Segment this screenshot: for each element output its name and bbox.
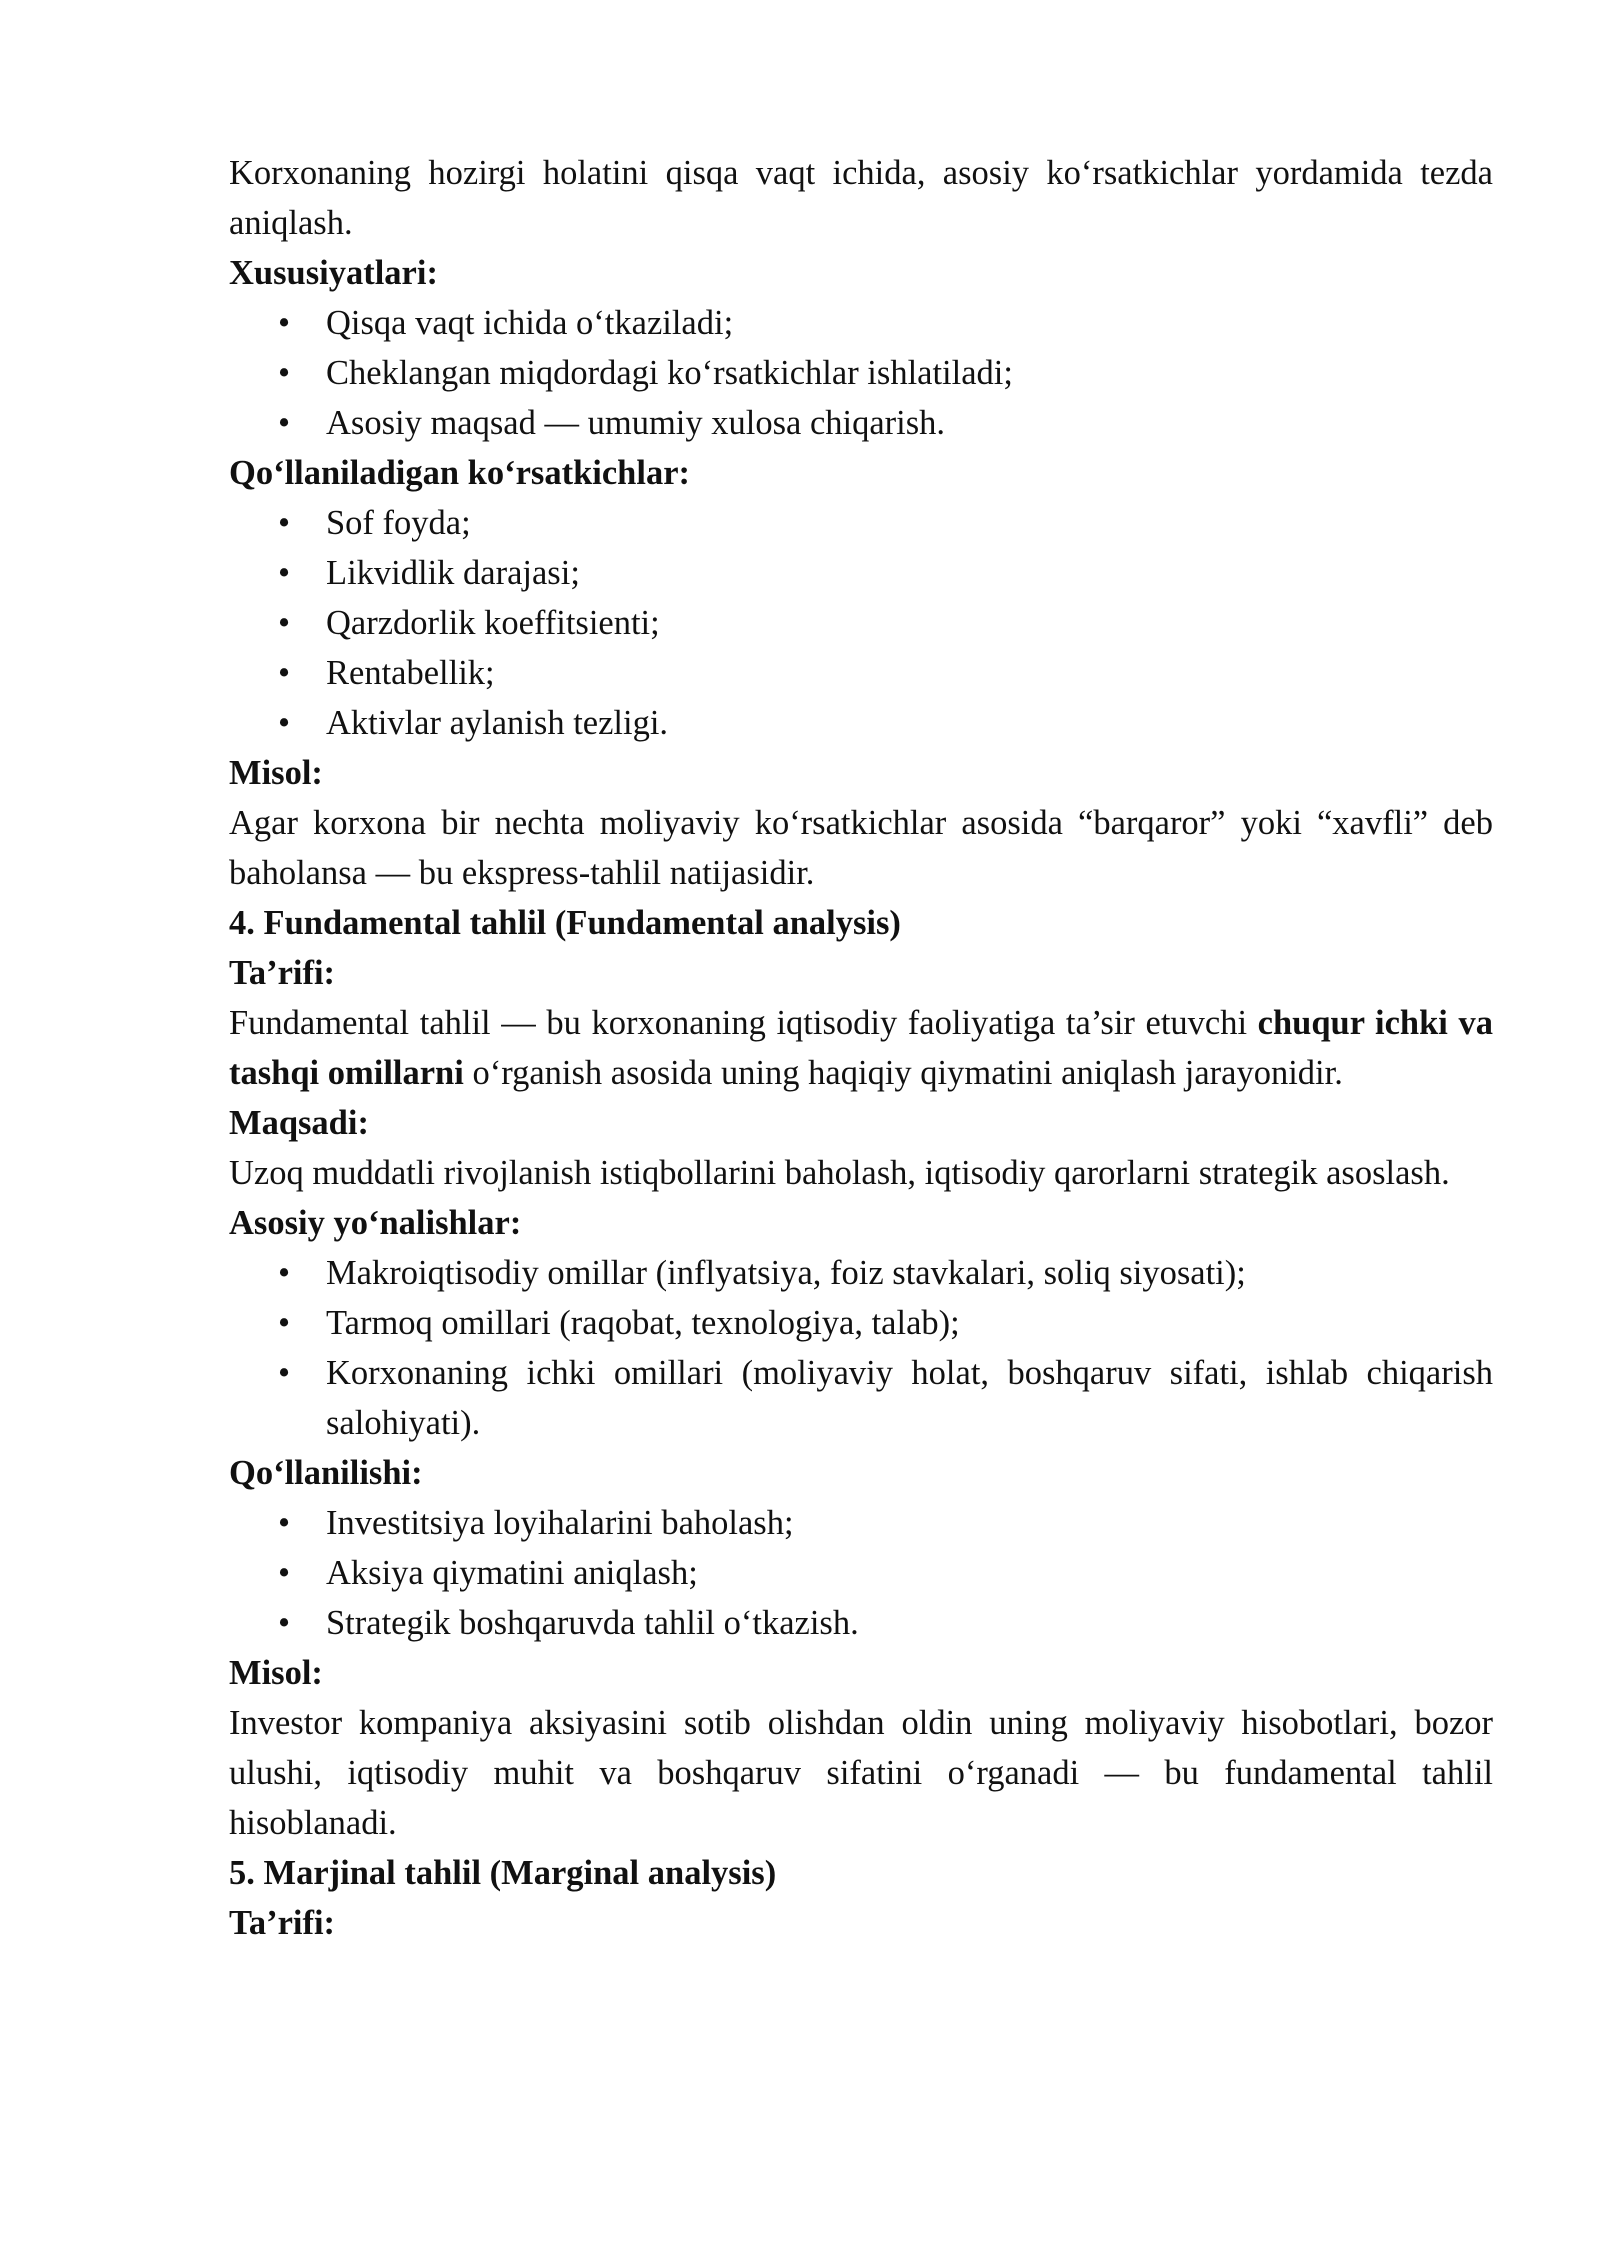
directions-list xyxy=(229,1248,1493,1448)
list-item: • Aksiya qiymatini aniqlash; xyxy=(326,1548,1493,1598)
express-example-heading: Misol: xyxy=(229,754,323,792)
list-item: • Sof foyda; xyxy=(326,498,1493,548)
purpose-paragraph: Uzoq muddatli rivojlanish istiqbollarini baholash, iqtisodiy qarorlarni strategik asoslash. xyxy=(229,1154,1450,1192)
list-item: • Qarzdorlik koeffitsienti; xyxy=(326,598,1493,648)
definition-text-end: o‘rganish asosida uning haqiqiy qiymatini aniqlash jarayonidir. xyxy=(463,1054,1343,1092)
directions-heading: Asosiy yo‘nalishlar: xyxy=(229,1204,522,1242)
marginal-section-title: 5. Marjinal tahlil (Marginal analysis) xyxy=(229,1854,777,1892)
list-item: • Strategik boshqaruvda tahlil o‘tkazish. xyxy=(326,1598,1493,1648)
list-item: • Asosiy maqsad — umumiy xulosa chiqarish. xyxy=(326,398,1493,448)
list-item: • Makroiqtisodiy omillar (inflyatsiya, foiz stavkalari, soliq siyosati); xyxy=(326,1248,1493,1298)
features-list xyxy=(229,298,1493,448)
list-item: • Korxonaning ichki omillari (moliyaviy holat, boshqaruv sifati, ishlab chiqarish salohiyati). xyxy=(326,1348,1493,1448)
list-item: • Rentabellik; xyxy=(326,648,1493,698)
definition-text-start: Fundamental tahlil — bu korxonaning iqtisodiy faoliyatiga ta’sir etuvchi xyxy=(229,1004,1258,1042)
marginal-definition-heading: Ta’rifi: xyxy=(229,1904,336,1942)
indicators-list xyxy=(229,498,1493,748)
fundamental-definition-paragraph xyxy=(229,998,1493,1098)
list-item: • Tarmoq omillari (raqobat, texnologiya, talab); xyxy=(326,1298,1493,1348)
list-item: • Cheklangan miqdordagi ko‘rsatkichlar ishlatiladi; xyxy=(326,348,1493,398)
fundamental-example-heading: Misol: xyxy=(229,1654,323,1692)
list-item: • Investitsiya loyihalarini baholash; xyxy=(326,1498,1493,1548)
fundamental-section-title: 4. Fundamental tahlil (Fundamental analysis) xyxy=(229,904,901,942)
list-item: • Aktivlar aylanish tezligi. xyxy=(326,698,1493,748)
express-example-paragraph: Agar korxona bir nechta moliyaviy ko‘rsatkichlar asosida “barqaror” yoki “xavfli” deb baholansa — bu ekspress-tahlil natijasidir. xyxy=(229,804,1493,892)
list-item: • Likvidlik darajasi; xyxy=(326,548,1493,598)
definition-bold-phrase: chuqur ichki va tashqi omillarni xyxy=(229,1004,1493,1092)
list-item: • Qisqa vaqt ichida o‘tkaziladi; xyxy=(326,298,1493,348)
fundamental-example-paragraph: Investor kompaniya aksiyasini sotib olishdan oldin uning moliyaviy hisobotlari, bozor ulushi, iqtisodiy muhit va boshqaruv sifatini o‘rganadi — bu fundamental tahlil hisoblanadi. xyxy=(229,1704,1493,1842)
intro-paragraph: Korxonaning hozirgi holatini qisqa vaqt ichida, asosiy ko‘rsatkichlar yordamida tezda aniqlash. xyxy=(229,154,1493,242)
features-heading: Xususiyatlari: xyxy=(229,254,438,292)
usage-list xyxy=(229,1498,1493,1648)
indicators-heading: Qo‘llaniladigan ko‘rsatkichlar: xyxy=(229,454,690,492)
fundamental-definition-heading: Ta’rifi: xyxy=(229,954,336,992)
usage-heading: Qo‘llanilishi: xyxy=(229,1454,423,1492)
document-page xyxy=(229,148,1493,1948)
purpose-heading: Maqsadi: xyxy=(229,1104,369,1142)
